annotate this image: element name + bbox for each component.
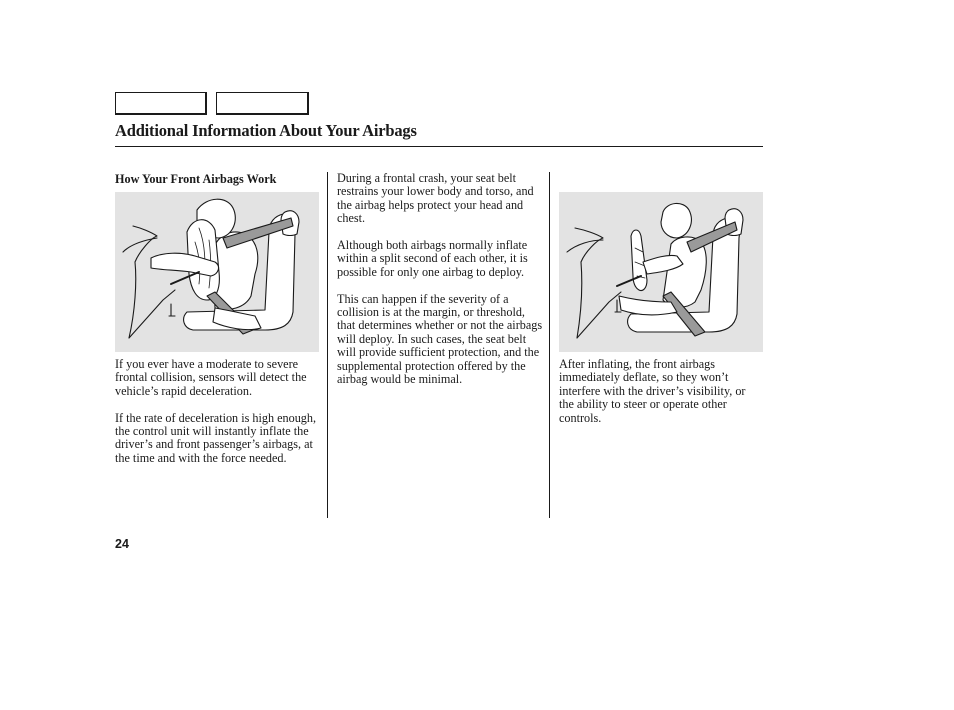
airbag-inflated-illustration [115, 192, 319, 352]
paragraph: During a frontal crash, your seat belt restrains your lower body and torso, and the airbag helps protect your head and chest. [337, 171, 534, 226]
chapter-tab-1[interactable] [115, 92, 207, 115]
column-divider-1 [327, 172, 328, 518]
column-divider-2 [549, 172, 550, 518]
paragraph: If you ever have a moderate to severe frontal collision, sensors will detect the vehicle’s rapid deceleration. [115, 357, 307, 398]
text-column-2 [337, 172, 543, 400]
paragraph: After inflating, the front airbags immediately deflate, so they won’t interfere with the driver’s visibility, or the ability to steer or operate other controls. [559, 357, 746, 425]
text-column-3 [559, 358, 759, 438]
paragraph: Although both airbags normally inflate within a split second of each other, it is possible for only one airbag to deploy. [337, 238, 528, 279]
paragraph: If the rate of deceleration is high enough, the control unit will instantly inflate the driver’s and front passenger’s airbags, at the time and with the force needed. [115, 410, 317, 465]
text-column-1 [115, 358, 322, 479]
page-title: Additional Information About Your Airbags [115, 121, 417, 140]
airbag-deflated-illustration [559, 192, 763, 352]
page-number: 24 [115, 537, 129, 551]
chapter-tab-2[interactable] [216, 92, 309, 115]
paragraph: This can happen if the severity of a collision is at the margin, or threshold, that determines whether or not the airbags will deploy. In such cases, the seat belt will provide sufficient protection, and the supplemental protection offered by the airbag would be minimal. [337, 291, 543, 387]
section-heading: How Your Front Airbags Work [115, 172, 277, 186]
title-rule [115, 146, 763, 147]
